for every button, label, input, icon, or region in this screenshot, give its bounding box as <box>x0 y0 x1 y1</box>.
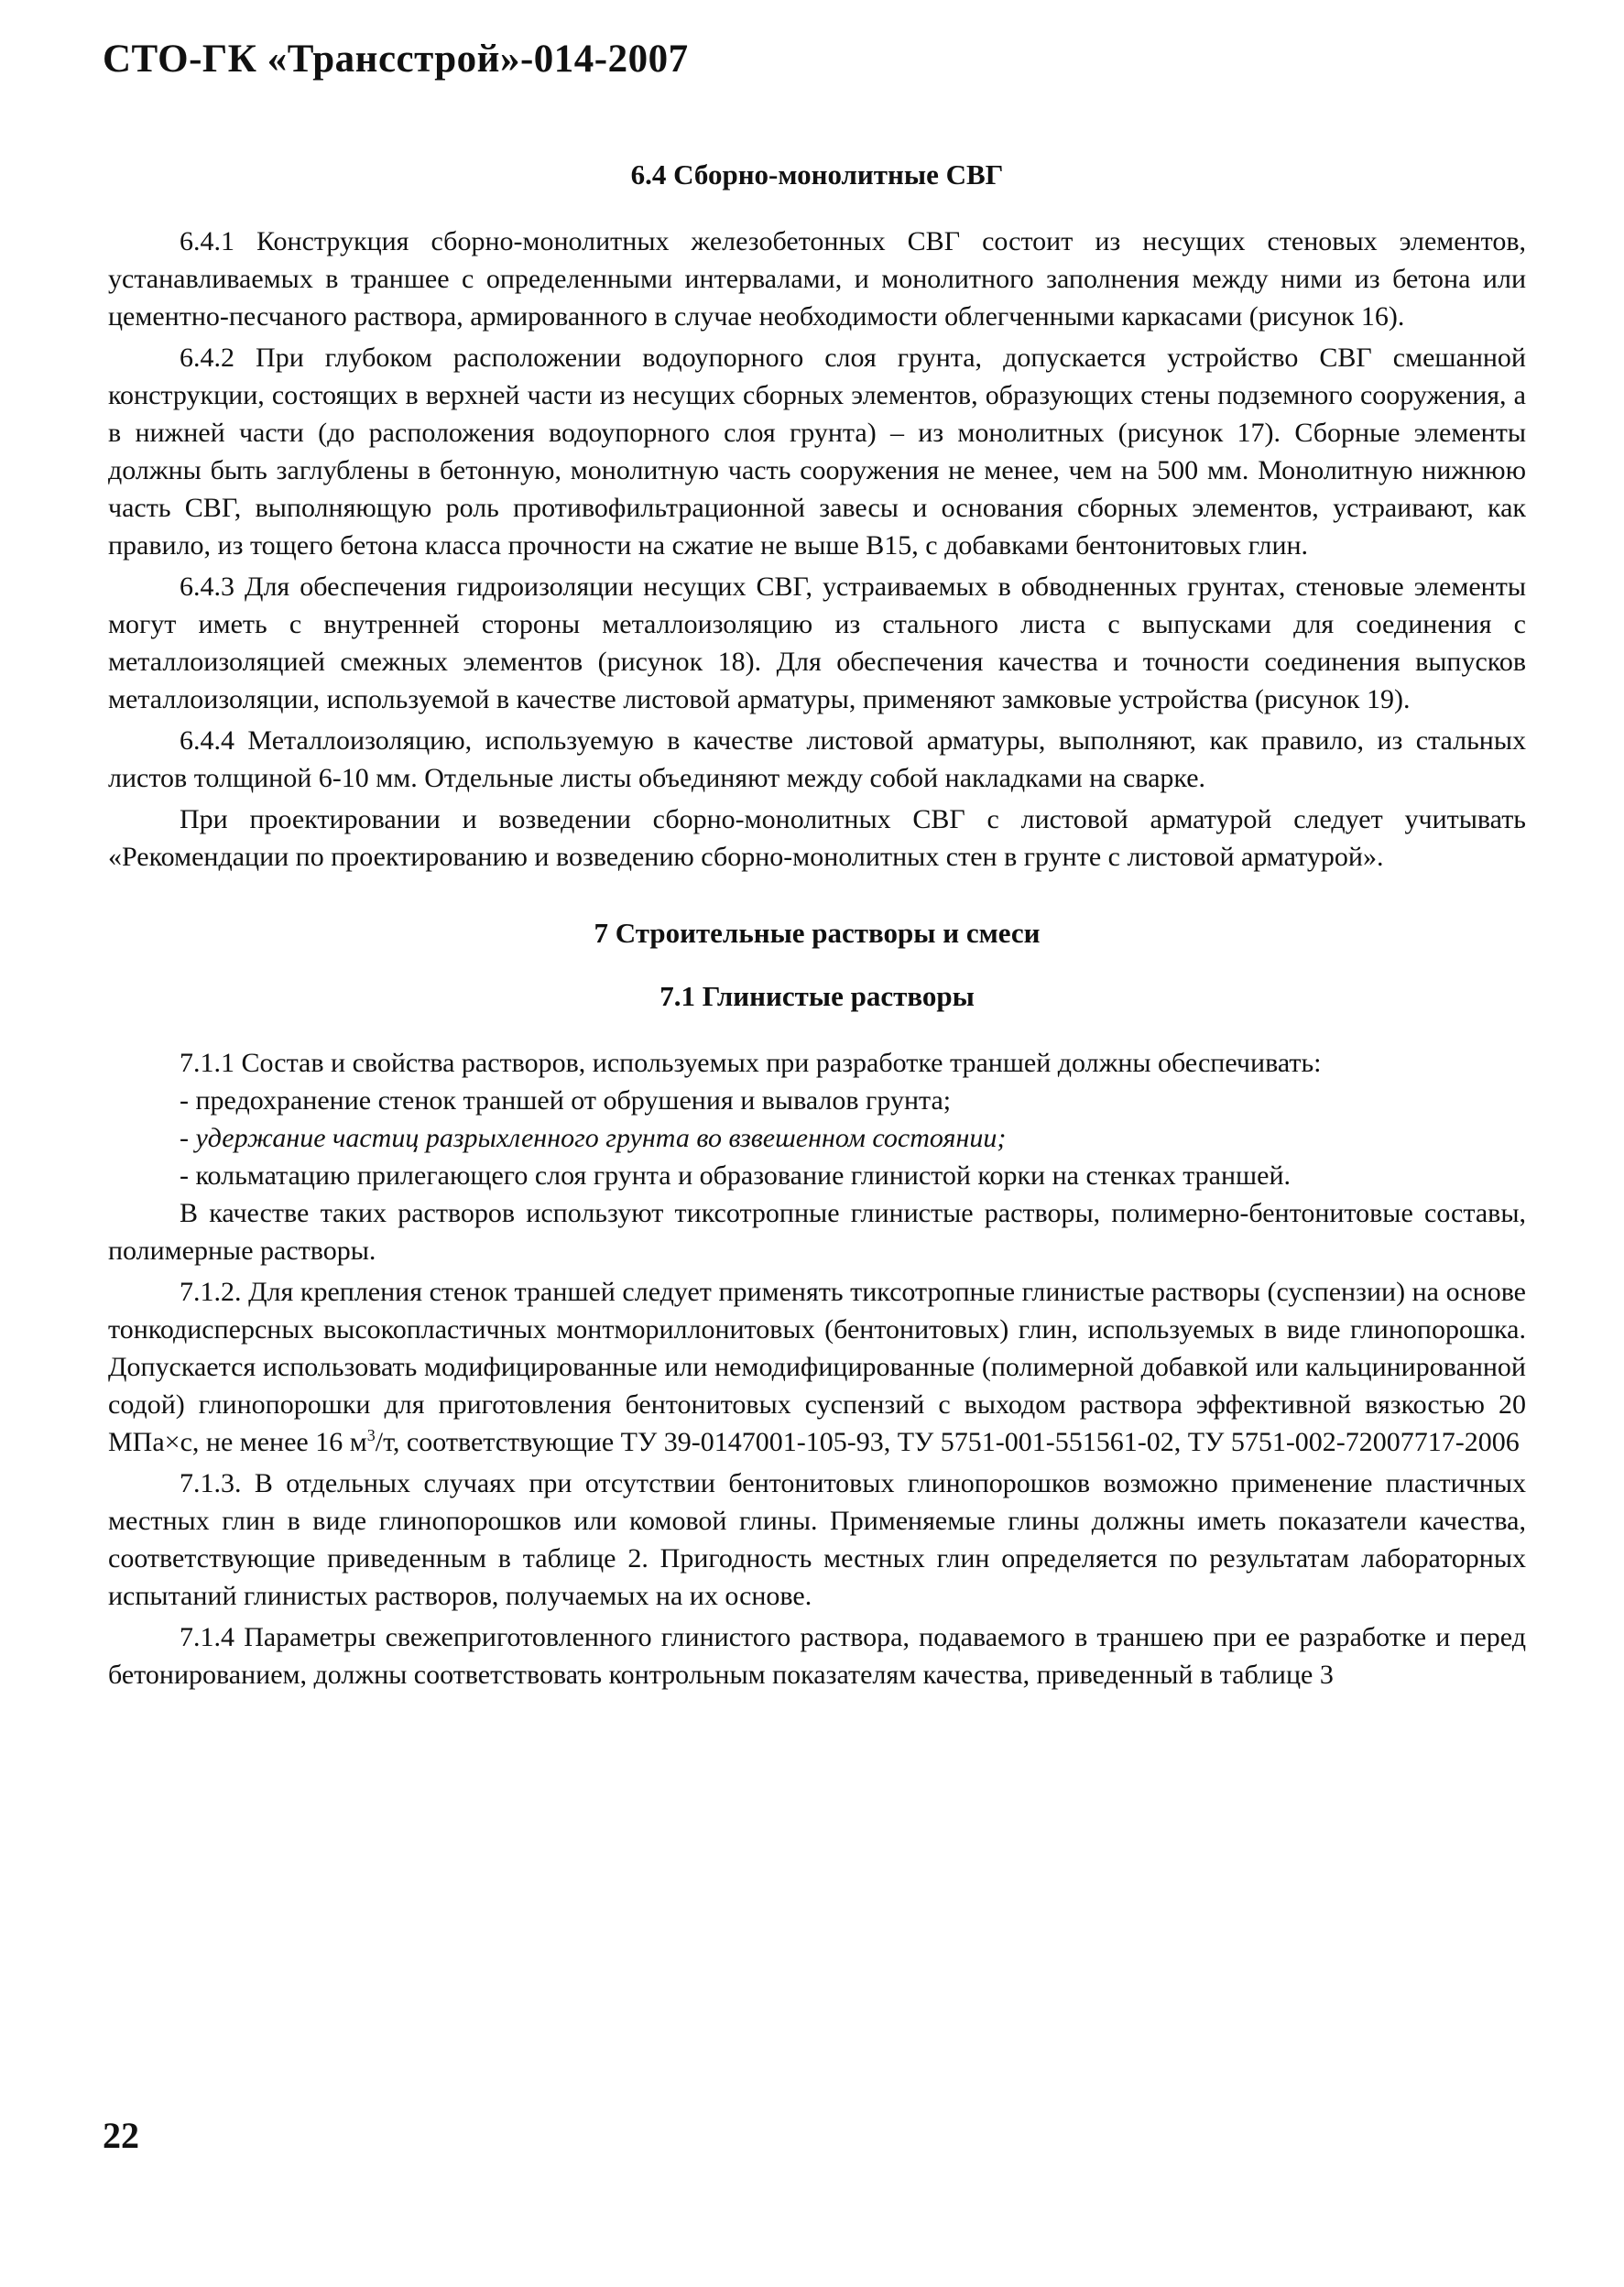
paragraph-7-1-3: 7.1.3. В отдельных случаях при отсутствии бентонитовых глинопорошков возможно применение пластичных местных глин в виде глинопорошков или комовой глины. Применяемые глины должны иметь показатели качества, соответствующие приведенным в таблице 2. Пригодность местных глин определяется по результатам лабораторных испытаний глинистых растворов, получаемых на их основе. <box>108 1468 1526 1611</box>
paragraph-6-4-4: 6.4.4 Металлоизоляцию, используемую в качестве листовой арматуры, выполняют, как правило, из стальных листов толщиной 6-10 мм. Отдельные листы объединяют между собой накладками на сварке. <box>108 725 1526 793</box>
paragraph-7-1-2 <box>108 1273 1526 1461</box>
paragraph-6-4-1: 6.4.1 Конструкция сборно-монолитных железобетонных СВГ состоит из несущих стеновых элементов, устанавливаемых в траншее с определенными интервалами, и монолитного заполнения между ними из бетона или цементно-песчаного раствора, армированного в случае необходимости облегченными каркасами (рисунок 16). <box>108 226 1526 332</box>
paragraph-6-4-note: При проектировании и возведении сборно-монолитных СВГ с листовой арматурой следует учитывать «Рекомендации по проектированию и возведению сборно-монолитных стен в грунте с листовой арматурой». <box>108 804 1526 872</box>
paragraph-7-1-4: 7.1.4 Параметры свежеприготовленного глинистого раствора, подаваемого в траншею при ее разработке и перед бетонированием, должны соответствовать контрольным показателям качества, приведенный в таблице 3 <box>108 1622 1526 1690</box>
paragraph-6-4-2: 6.4.2 При глубоком расположении водоупорного слоя грунта, допускается устройство СВГ смешанной конструкции, состоящих в верхней части из несущих сборных элементов, образующих стены подземного сооружения, а в нижней части (до расположения водоупорного слоя грунта) – из монолитных (рисунок 17). Сборные элементы должны быть заглублены в бетонную, монолитную часть сооружения не менее, чем на 500 мм. Монолитную нижнюю часть СВГ, выполняющую роль противофильтрационной завесы и основания сборных элементов, устраивают, как правило, из тощего бетона класса прочности на сжатие не выше В15, с добавками бентонитовых глин. <box>108 343 1526 561</box>
paragraph-7-1-2-text-a: 7.1.2. Для крепления стенок траншей следует применять тиксотропные глинистые растворы (суспензии) на основе тонкодисперсных высокопластичных монтмориллонитовых (бентонитовых) глин, используемых в виде глинопорошка. Допускается использовать модифицированные или немодифицированные (полимерной добавкой или кальцинированной содой) глинопорошки для приготовления бентонитовых суспензий с выходом раствора эффективной вязкостью 20 МПа×с, не менее 16 м <box>108 1277 1526 1457</box>
superscript-cubic: 3 <box>366 1426 376 1444</box>
paragraph-7-1-2-text-b: /т, соответствующие ТУ 39-0147001-105-93, ТУ 5751-001-551561-02, ТУ 5751-002-72007717-2006 <box>375 1427 1520 1457</box>
paragraph-7-1-1: 7.1.1 Состав и свойства растворов, используемых при разработке траншей должны обеспечивать: <box>180 1048 1322 1078</box>
document-code-header: СТО-ГК «Трансстрой»-014-2007 <box>103 38 689 81</box>
page-number: 22 <box>103 2115 139 2156</box>
list-item: - предохранение стенок траншей от обрушения и вывалов грунта; <box>180 1085 952 1116</box>
paragraph-6-4-3: 6.4.3 Для обеспечения гидроизоляции несущих СВГ, устраиваемых в обводненных грунтах, стеновые элементы могут иметь с внутренней стороны металлоизоляцию из стального листа с выпусками для соединения с металлоизоляцией смежных элементов (рисунок 18). Для обеспечения качества и точности соединения выпусков металлоизоляции, используемой в качестве листовой арматуры, применяют замковые устройства (рисунок 19). <box>108 572 1526 714</box>
section-heading-6-4: 6.4 Сборно-монолитные СВГ <box>630 158 1004 191</box>
page-content <box>108 156 1526 1693</box>
section-heading-7: 7 Строительные растворы и смеси <box>594 917 1041 949</box>
section-heading-7-1: 7.1 Глинистые растворы <box>659 980 975 1012</box>
list-item: - удержание частиц разрыхленного грунта во взвешенном состоянии; <box>180 1123 1007 1153</box>
paragraph-7-1-1-solutions: В качестве таких растворов используют тиксотропные глинистые растворы, полимерно-бентонитовые составы, полимерные растворы. <box>108 1198 1526 1266</box>
list-item: - кольматацию прилегающего слоя грунта и образование глинистой корки на стенках траншей. <box>180 1160 1292 1191</box>
